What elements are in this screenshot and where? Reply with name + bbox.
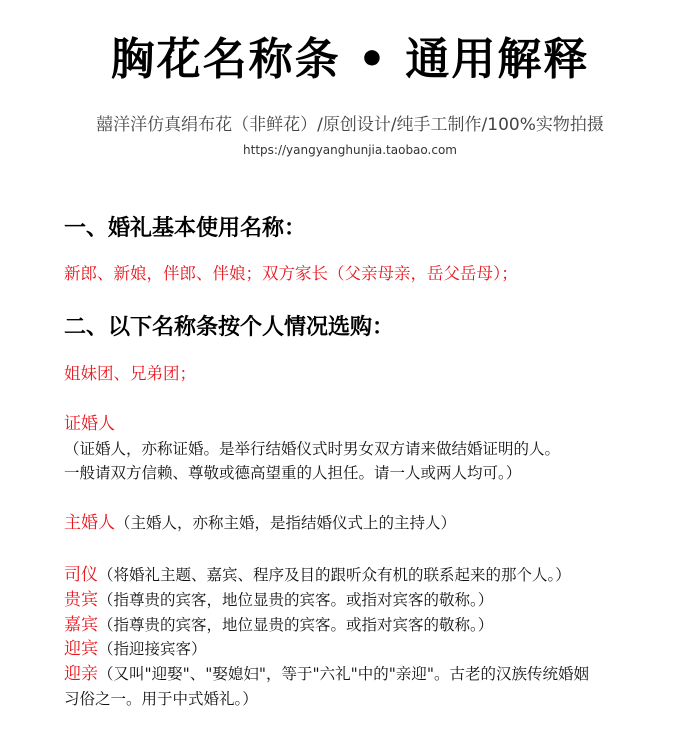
witness-desc-line1: （证婚人，亦称证婚。是举行结婚仪式时男女双方请来做结婚证明的人。: [64, 440, 561, 458]
bride-fetch-desc-line1: （又叫"迎娶"、"娶媳妇"，等于"六礼"中的"亲迎"。古老的汉族传统婚姻: [98, 665, 590, 683]
greeter-term: 迎宾: [64, 639, 98, 659]
witness-desc-line2: 一般请双方信赖、尊敬或德高望重的人担任。请一人或两人均可。）: [64, 464, 522, 482]
vip-term: 贵宾: [64, 590, 98, 610]
bride-fetch-desc-line2: 习俗之一。用于中式婚礼。）: [64, 690, 258, 708]
groups-list: 姐妹团、兄弟团；: [64, 364, 196, 383]
host-desc: （主婚人，亦称主婚，是指结婚仪式上的主持人）: [115, 514, 457, 532]
mc-entry: [64, 563, 571, 587]
bride-fetch-term: 迎亲: [64, 664, 98, 684]
vip-entry: [64, 588, 493, 612]
guest-desc: （指尊贵的宾客，地位显贵的宾客。或指对宾客的敬称。）: [98, 616, 494, 634]
shop-subtitle: 囍洋洋仿真绢布花（非鲜花）/原创设计/纯手工制作/100%实物拍摄: [96, 115, 604, 135]
basic-names-list: 新郎、新娘，伴郎、伴娘；双方家长（父亲母亲，岳父岳母）；: [64, 264, 518, 283]
mc-term: 司仪: [64, 565, 98, 585]
section1-heading: 一、婚礼基本使用名称：: [64, 216, 307, 241]
section2-heading: 二、以下名称条按个人情况选购：: [64, 315, 395, 340]
vip-desc: （指尊贵的宾客，地位显贵的宾客。或指对宾客的敬称。）: [98, 591, 494, 609]
witness-entry: [64, 412, 115, 436]
host-term: 主婚人: [64, 513, 115, 533]
shop-url: https://yangyanghunjia.taobao.com: [243, 143, 457, 157]
bride-fetch-entry: [64, 662, 589, 686]
page-title: 胸花名称条 • 通用解释: [110, 34, 590, 85]
greeter-entry: [64, 637, 207, 661]
guest-entry: [64, 613, 493, 637]
host-entry: [64, 511, 456, 535]
greeter-desc: （指迎接宾客）: [98, 640, 207, 658]
guest-term: 嘉宾: [64, 615, 98, 635]
witness-term: 证婚人: [64, 414, 115, 434]
mc-desc: （将婚礼主题、嘉宾、程序及目的跟听众有机的联系起来的那个人。）: [98, 566, 571, 584]
